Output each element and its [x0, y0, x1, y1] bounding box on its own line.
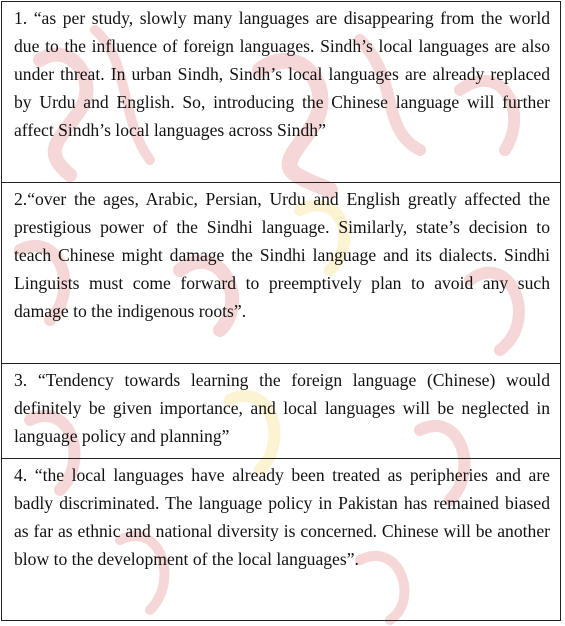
quotes-table	[1, 1, 561, 621]
quote-row-1	[2, 2, 561, 183]
quote-cell-4: 4. “the local languages have already been treated as peripheries and are badly discriminated. The language policy in Pakistan has remained biased as far as ethnic and national diversity is concerned. Chinese will be another blow to the development of the local languages”.	[2, 459, 561, 621]
quote-row-3	[2, 364, 561, 459]
quote-cell-3: 3. “Tendency towards learning the foreign language (Chinese) would definitely be given importance, and local languages will be neglected in language policy and planning”	[2, 364, 561, 459]
quote-row-4	[2, 459, 561, 621]
quote-cell-2: 2.“over the ages, Arabic, Persian, Urdu and English greatly affected the prestigious power of the Sindhi language. Similarly, state’s decision to teach Chinese might damage the Sindhi language and its dialects. Sindhi Linguists must come forward to preemptively plan to avoid any such damage to the indigenous roots”.	[2, 183, 561, 364]
quote-row-2	[2, 183, 561, 364]
quote-cell-1: 1. “as per study, slowly many languages are disappearing from the world due to the influence of foreign languages. Sindh’s local languages are also under threat. In urban Sindh, Sindh’s local languages are already replaced by Urdu and English. So, introducing the Chinese language will further affect Sindh’s local languages across Sindh”	[2, 2, 561, 183]
